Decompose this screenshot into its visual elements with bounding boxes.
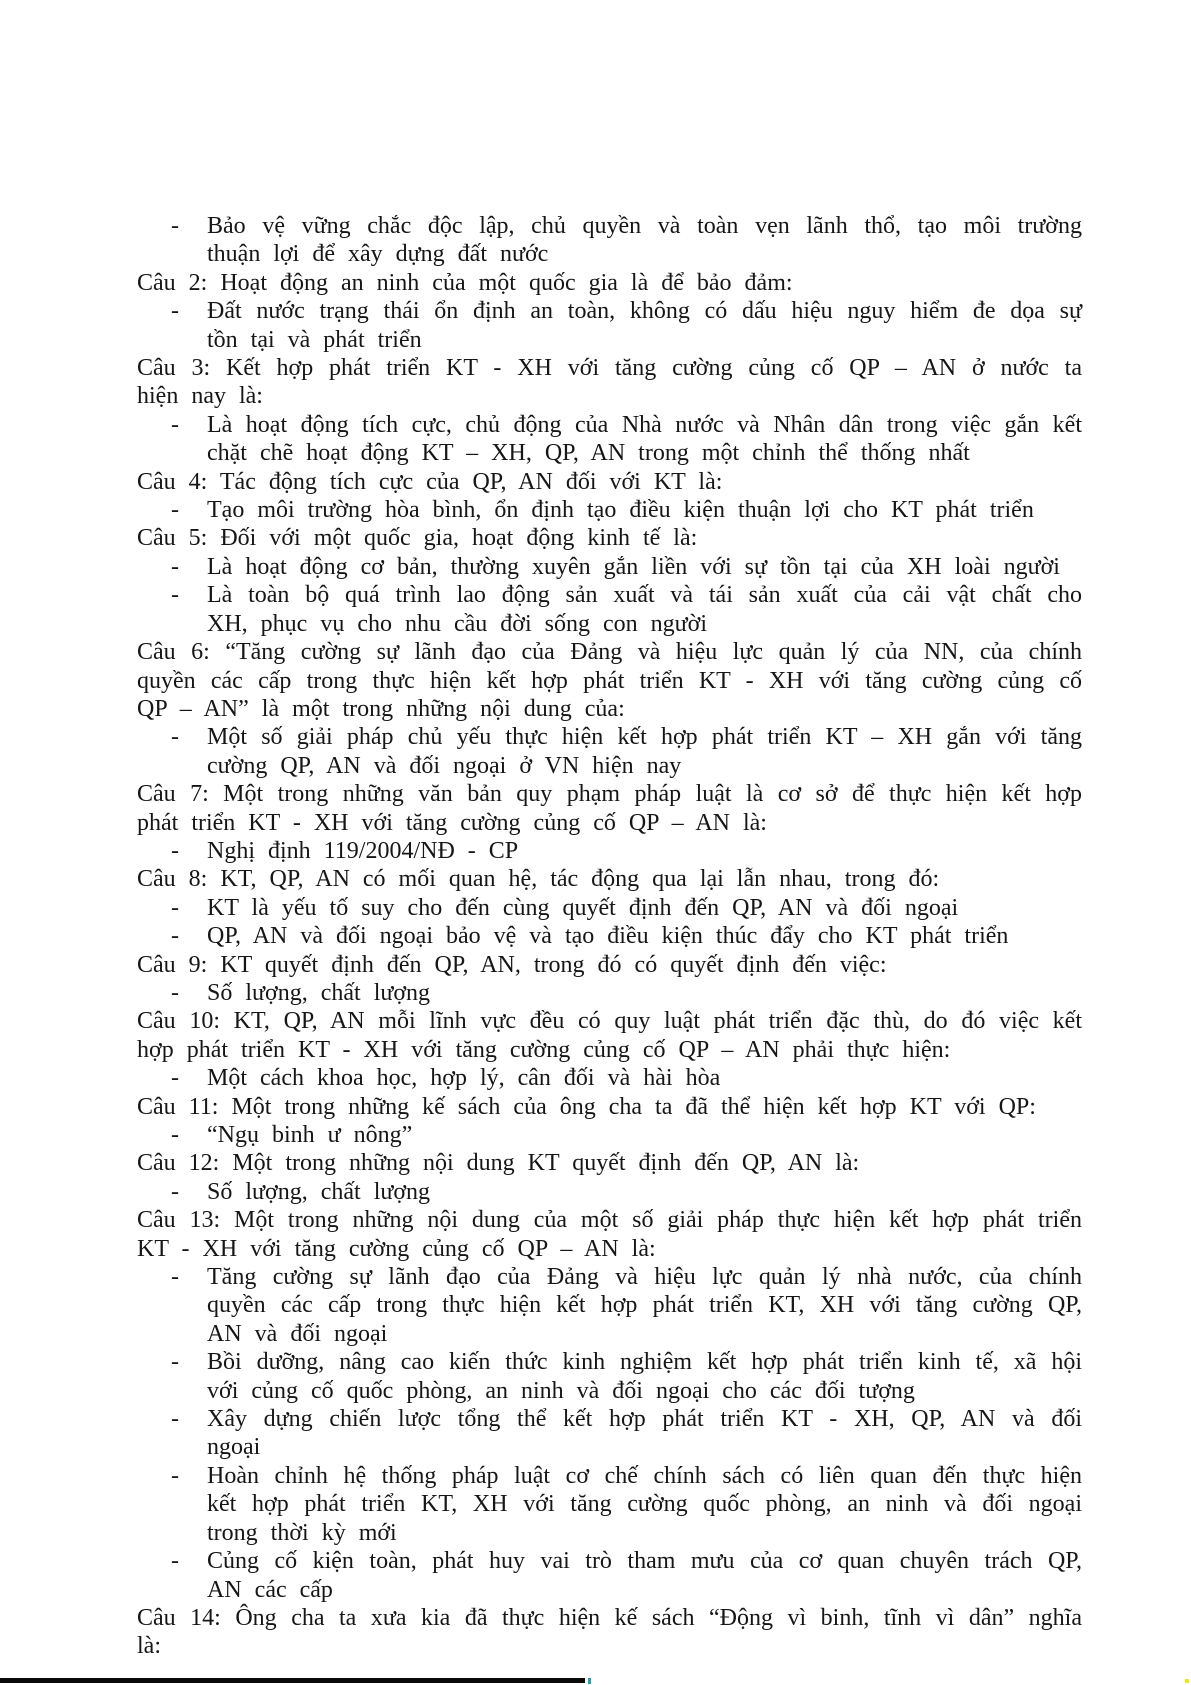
bullet-dash-icon: -	[171, 1548, 179, 1575]
bullet-dash-icon: -	[171, 1178, 179, 1205]
bottom-yellow-dot	[1185, 1679, 1189, 1683]
bullet-dash-icon: -	[171, 1264, 179, 1291]
paragraph-text: Là toàn bộ quá trình lao động sản xuất và tái sản xuất của cải vật chất cho XH, phục vụ cho nhu cầu đời sống con người	[207, 582, 1082, 637]
paragraph-text: Câu 2: Hoạt động an ninh của một quốc gia là để bảo đảm:	[137, 269, 793, 296]
answer-paragraph	[137, 1178, 1082, 1206]
bullet-dash-icon: -	[171, 837, 179, 864]
answer-paragraph	[137, 411, 1082, 468]
answer-paragraph	[137, 1405, 1082, 1462]
paragraph-text: Một cách khoa học, hợp lý, cân đối và hài hòa	[207, 1065, 721, 1092]
question-paragraph	[137, 524, 1082, 552]
paragraph-text: Tăng cường sự lãnh đạo của Đảng và hiệu lực quản lý nhà nước, của chính quyền các cấp trong thực hiện kết hợp phát triển KT, XH với tăng cường QP, AN và đối ngoại	[207, 1264, 1082, 1347]
bottom-teal-tick	[588, 1678, 591, 1684]
paragraph-text: Xây dựng chiến lược tổng thể kết hợp phát triển KT - XH, QP, AN và đối ngoại	[207, 1406, 1082, 1461]
paragraph-text: QP, AN và đối ngoại bảo vệ và tạo điều kiện thúc đẩy cho KT phát triển	[207, 923, 1009, 950]
answer-paragraph	[137, 723, 1082, 780]
paragraph-text: Nghị định 119/2004/NĐ - CP	[207, 837, 519, 864]
bullet-dash-icon: -	[171, 1406, 179, 1433]
bullet-dash-icon: -	[171, 1462, 179, 1489]
paragraph-text: “Ngụ binh ư nông”	[207, 1122, 413, 1148]
question-paragraph	[137, 269, 1082, 297]
bullet-dash-icon: -	[171, 1349, 179, 1376]
paragraph-text: Hoàn chỉnh hệ thống pháp luật cơ chế chính sách có liên quan đến thực hiện kết hợp phát triển KT, XH với tăng cường quốc phòng, an ninh và đối ngoại trong thời kỳ mới	[207, 1462, 1082, 1546]
question-paragraph	[137, 1149, 1082, 1177]
answer-paragraph	[137, 212, 1082, 269]
question-paragraph	[137, 468, 1082, 496]
paragraph-text: Câu 6: “Tăng cường sự lãnh đạo của Đảng và hiệu lực quản lý của NN, của chính quyền các cấp trong thực hiện kết hợp phát triển KT - XH với tăng cường củng cố QP – AN” là một trong những nội dung của:	[137, 639, 1082, 722]
answer-paragraph	[137, 496, 1082, 524]
paragraph-text: Câu 12: Một trong những nội dung KT quyết định đến QP, AN là:	[137, 1150, 860, 1177]
question-paragraph	[137, 1206, 1082, 1263]
answer-paragraph	[137, 581, 1082, 638]
paragraph-text: Câu 11: Một trong những kế sách của ông cha ta đã thể hiện kết hợp KT với QP:	[137, 1093, 1036, 1120]
answer-paragraph	[137, 837, 1082, 865]
paragraph-text: Câu 9: KT quyết định đến QP, AN, trong đó có quyết định đến việc:	[137, 951, 887, 978]
paragraph-text: Bồi dưỡng, nâng cao kiến thức kinh nghiệm kết hợp phát triển kinh tế, xã hội với củng cố quốc phòng, an ninh và đối ngoại cho các đối tượng	[207, 1349, 1082, 1404]
question-paragraph	[137, 354, 1082, 411]
bullet-dash-icon: -	[171, 411, 179, 438]
answer-paragraph	[137, 1348, 1082, 1405]
paragraph-text: Câu 4: Tác động tích cực của QP, AN đối với KT là:	[137, 468, 723, 495]
question-paragraph	[137, 780, 1082, 837]
bullet-dash-icon: -	[171, 1065, 179, 1092]
paragraph-text: Câu 7: Một trong những văn bản quy phạm pháp luật là cơ sở để thực hiện kết hợp phát triển KT - XH với tăng cường củng cố QP – AN là:	[137, 781, 1082, 836]
bullet-dash-icon: -	[171, 582, 179, 609]
bullet-dash-icon: -	[171, 979, 179, 1006]
paragraph-text: KT là yếu tố suy cho đến cùng quyết định đến QP, AN và đối ngoại	[207, 894, 959, 921]
answer-paragraph	[137, 553, 1082, 581]
paragraph-text: Câu 14: Ông cha ta xưa kia đã thực hiện kế sách “Động vì binh, tĩnh vì dân” nghĩa là:	[137, 1604, 1082, 1660]
document-page	[137, 212, 1082, 1661]
bullet-dash-icon: -	[171, 497, 179, 524]
paragraph-text: Tạo môi trường hòa bình, ổn định tạo điều kiện thuận lợi cho KT phát triển	[207, 497, 1034, 524]
paragraph-text: Là hoạt động cơ bản, thường xuyên gắn liền với sự tồn tại của XH loài người	[207, 553, 1060, 580]
paragraph-text: Số lượng, chất lượng	[207, 1178, 431, 1205]
paragraph-text: Là hoạt động tích cực, chủ động của Nhà nước và Nhân dân trong việc gắn kết chặt chẽ hoạt động KT – XH, QP, AN trong một chỉnh thể thống nhất	[207, 411, 1082, 467]
paragraph-text: Câu 3: Kết hợp phát triển KT - XH với tăng cường củng cố QP – AN ở nước ta hiện nay là:	[137, 355, 1082, 410]
bullet-dash-icon: -	[171, 298, 179, 325]
bullet-dash-icon: -	[171, 724, 179, 751]
bullet-dash-icon: -	[171, 894, 179, 921]
paragraph-text: Câu 13: Một trong những nội dung của một số giải pháp thực hiện kết hợp phát triển KT - XH với tăng cường củng cố QP – AN là:	[137, 1207, 1082, 1262]
answer-paragraph	[137, 1121, 1082, 1149]
question-paragraph	[137, 1007, 1082, 1064]
bullet-dash-icon: -	[171, 553, 179, 580]
answer-paragraph	[137, 1064, 1082, 1092]
question-paragraph	[137, 865, 1082, 893]
paragraph-text: Đất nước trạng thái ổn định an toàn, không có dấu hiệu nguy hiểm đe dọa sự tồn tại và phát triển	[207, 298, 1082, 353]
answer-paragraph	[137, 1462, 1082, 1547]
question-paragraph	[137, 1604, 1082, 1661]
bullet-dash-icon: -	[171, 213, 179, 239]
question-paragraph	[137, 951, 1082, 979]
paragraph-text: Câu 8: KT, QP, AN có mối quan hệ, tác động qua lại lẫn nhau, trong đó:	[137, 866, 940, 893]
paragraph-text: Củng cố kiện toàn, phát huy vai trò tham mưu của cơ quan chuyên trách QP, AN các cấp	[207, 1548, 1082, 1603]
answer-paragraph	[137, 1547, 1082, 1604]
paragraph-text: Bảo vệ vững chắc độc lập, chủ quyền và toàn vẹn lãnh thổ, tạo môi trường thuận lợi để xây dựng đất nước	[207, 213, 1082, 268]
paragraph-text: Số lượng, chất lượng	[207, 979, 431, 1006]
answer-paragraph	[137, 979, 1082, 1007]
document-body	[137, 212, 1082, 1661]
question-paragraph	[137, 1093, 1082, 1121]
paragraph-text: Một số giải pháp chủ yếu thực hiện kết hợp phát triển KT – XH gắn với tăng cường QP, AN và đối ngoại ở VN hiện nay	[207, 724, 1082, 779]
paragraph-text: Câu 10: KT, QP, AN mỗi lĩnh vực đều có quy luật phát triển đặc thù, do đó việc kết hợp phát triển KT - XH với tăng cường củng cố QP – AN phải thực hiện:	[137, 1008, 1082, 1063]
answer-paragraph	[137, 894, 1082, 922]
answer-paragraph	[137, 297, 1082, 354]
bottom-rule-bar	[0, 1678, 585, 1683]
paragraph-text: Câu 5: Đối với một quốc gia, hoạt động kinh tế là:	[137, 525, 698, 552]
answer-paragraph	[137, 922, 1082, 950]
question-paragraph	[137, 638, 1082, 723]
bullet-dash-icon: -	[171, 1122, 179, 1148]
bullet-dash-icon: -	[171, 923, 179, 950]
answer-paragraph	[137, 1263, 1082, 1348]
